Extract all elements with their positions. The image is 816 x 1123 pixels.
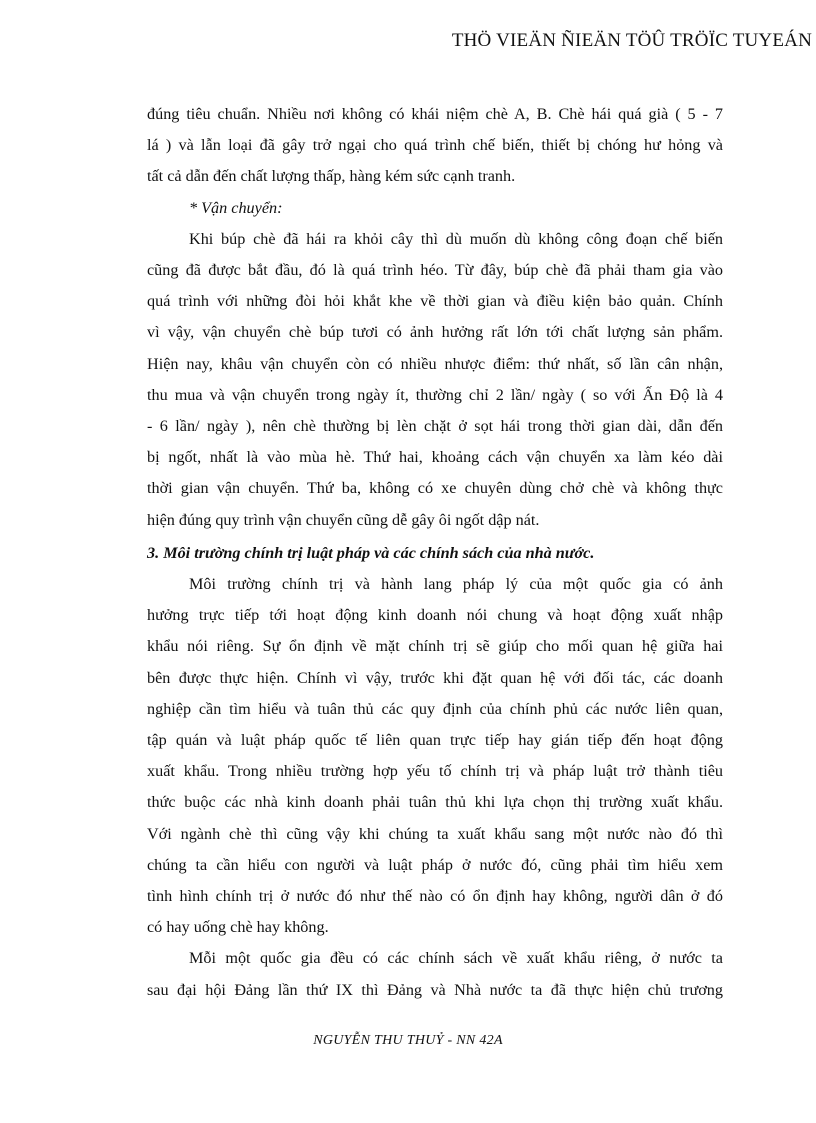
section-heading: 3. Môi trường chính trị luật pháp và các chính sách của nhà nước. — [147, 543, 595, 562]
text-line: đúng tiêu chuẩn. Nhiều nơi không có khái niệm chè A, B. Chè hái quá già ( 5 - 7 — [147, 105, 723, 123]
text-line: vì vậy, vận chuyển chè búp tươi có ảnh hưởng rất lớn tới chất lượng sản phẩm. — [147, 323, 723, 342]
text-line: Hiện nay, khâu vận chuyển còn có nhiều nhược điểm: thứ nhất, số lần cân nhận, — [147, 354, 723, 373]
text-line: chúng ta cần hiểu con người và luật pháp ở nước đó, cũng phải tìm hiểu xem — [147, 855, 723, 874]
text-line: bên được thực hiện. Chính vì vậy, trước khi đặt quan hệ với đối tác, các doanh — [147, 668, 723, 687]
text-line: tập quán và luật pháp quốc tế liên quan trực tiếp hay gián tiếp đến hoạt động — [147, 731, 723, 750]
text-line: nghiệp cần tìm hiểu và tuân thủ các quy định của chính phủ các nước liên quan, — [147, 699, 723, 718]
text-line: có hay uống chè hay không. — [147, 918, 329, 937]
paragraph-first-line: Mỗi một quốc gia đều có các chính sách về xuất khẩu riêng, ở nước ta — [189, 949, 723, 968]
text-line: lá ) và lẫn loại đã gây trở ngại cho quá trình chế biến, thiết bị chóng hư hỏng và — [147, 136, 723, 155]
page-header: THÖ VIEÄN ÑIEÄN TÖÛ TRÖÏC TUYEÁN — [451, 30, 812, 51]
page-footer-author: NGUYỄN THU THUỶ - NN 42A — [313, 1033, 503, 1048]
text-line: cũng đã được bắt đầu, đó là quá trình héo. Từ đây, búp chè đã phải tham gia vào — [147, 261, 723, 280]
text-line: xuất khẩu. Trong nhiều trường hợp yếu tố chính trị và pháp luật trở thành tiêu — [147, 762, 723, 781]
document-body — [147, 99, 723, 1006]
text-line: quá trình với những đòi hỏi khắt khe về thời gian và điều kiện bảo quản. Chính — [147, 292, 723, 311]
text-line: tất cả dẫn đến chất lượng thấp, hàng kém sức cạnh tranh. — [147, 167, 516, 186]
text-line: hưởng trực tiếp tới hoạt động kinh doanh nói chung và hoạt động xuất nhập — [147, 606, 723, 625]
text-line: bị ngốt, nhất là vào mùa hè. Thứ hai, khoảng cách vận chuyển xa làm kéo dài — [147, 448, 723, 467]
subsection-label: * Vận chuyển: — [189, 198, 283, 217]
text-line: sau đại hội Đảng lần thứ IX thì Đảng và Nhà nước ta đã thực hiện chủ trương — [147, 980, 723, 999]
text-line: Với ngành chè thì cũng vậy khi chúng ta xuất khẩu sang một nước nào đó thì — [147, 824, 723, 843]
text-line: khẩu nói riêng. Sự ổn định về mặt chính trị sẽ giúp cho mối quan hệ giữa hai — [147, 637, 723, 656]
text-line: thu mua và vận chuyển trong ngày ít, thường chỉ 2 lần/ ngày ( so với Ấn Độ là 4 — [147, 385, 723, 404]
text-line: thức buộc các nhà kinh doanh phải tuân thủ khi lựa chọn thị trường xuất khẩu. — [147, 793, 723, 812]
text-line: - 6 lần/ ngày ), nên chè thường bị lèn chặt ở sọt hái trong thời gian dài, dẫn đến — [147, 417, 723, 436]
paragraph-first-line: Khi búp chè đã hái ra khỏi cây thì dù muốn dù không công đoạn chế biến — [189, 229, 723, 248]
text-line: hiện đúng quy trình vận chuyển cũng dễ gây ôi ngốt dập nát. — [147, 510, 540, 529]
text-line: tình hình chính trị ở nước đó như thế nào có ổn định hay không, người dân ở đó — [147, 887, 723, 906]
paragraph-first-line: Môi trường chính trị và hành lang pháp lý của một quốc gia có ảnh — [189, 575, 723, 594]
text-line: thời gian vận chuyển. Thứ ba, không có xe chuyên dùng chở chè và không thực — [147, 479, 723, 498]
